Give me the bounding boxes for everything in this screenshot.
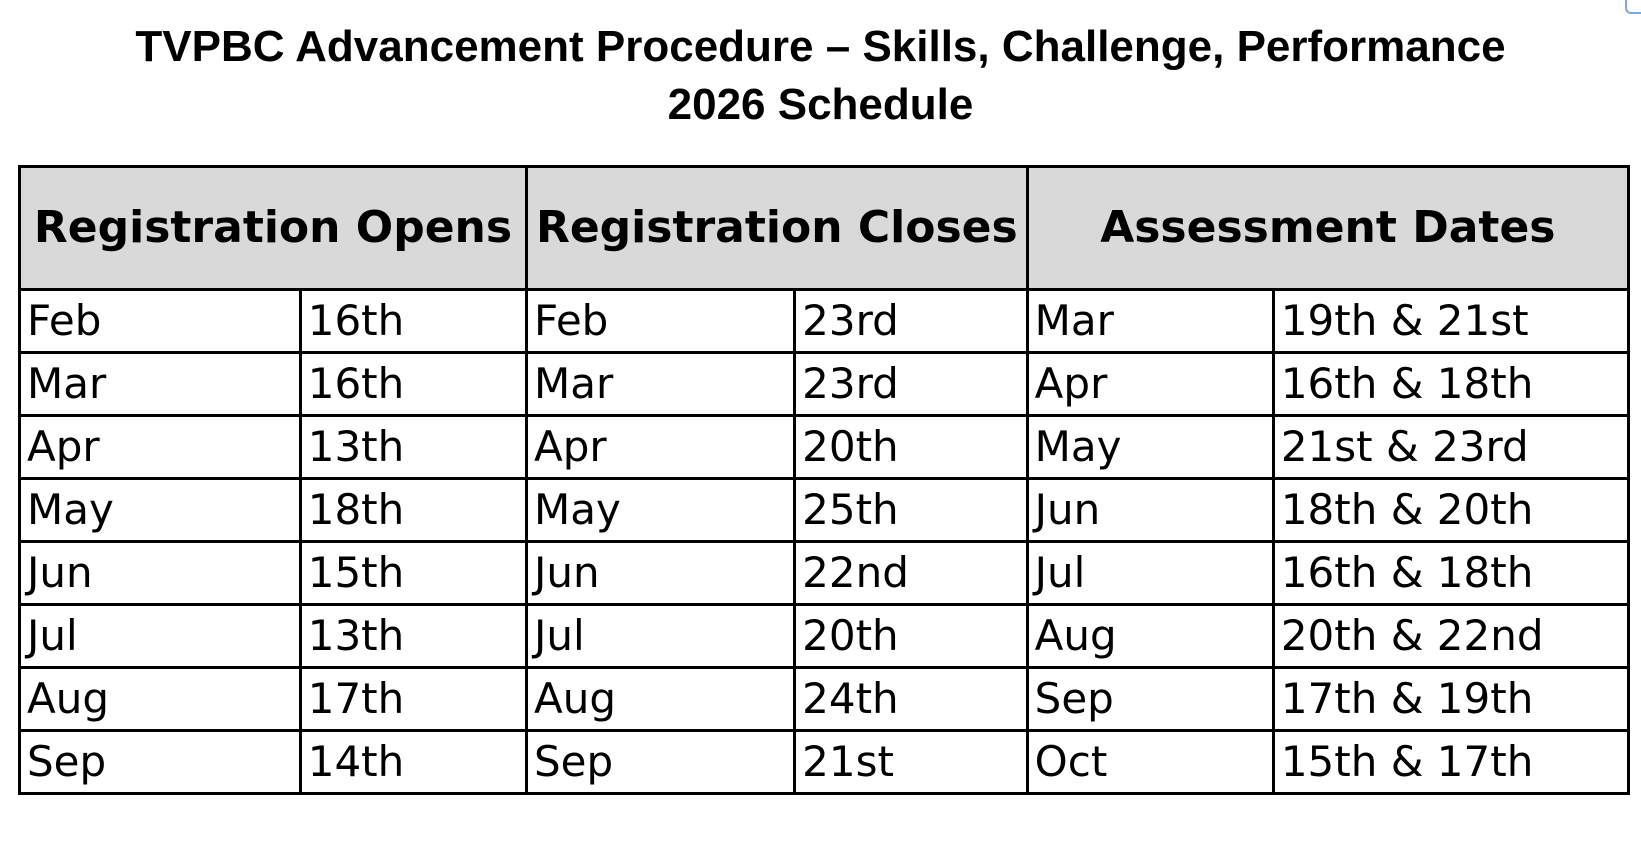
assessment-month-cell: Mar: [1027, 290, 1273, 353]
assessment-month-cell: Aug: [1027, 605, 1273, 668]
table-row: [20, 290, 1629, 353]
close-day-cell: 21st: [795, 731, 1028, 794]
open-day-cell: 18th: [300, 479, 526, 542]
close-month-cell: Jun: [526, 542, 794, 605]
table-row: [20, 731, 1629, 794]
close-month-cell: Apr: [526, 416, 794, 479]
assessment-month-cell: May: [1027, 416, 1273, 479]
open-day-cell: 16th: [300, 353, 526, 416]
assessment-days-cell: 16th & 18th: [1273, 353, 1628, 416]
assessment-month-cell: Jun: [1027, 479, 1273, 542]
table-row: [20, 353, 1629, 416]
open-month-cell: Jun: [20, 542, 301, 605]
open-month-cell: Aug: [20, 668, 301, 731]
open-day-cell: 16th: [300, 290, 526, 353]
close-month-cell: Sep: [526, 731, 794, 794]
open-day-cell: 15th: [300, 542, 526, 605]
close-day-cell: 25th: [795, 479, 1028, 542]
header-row: [20, 167, 1629, 290]
page-title: TVPBC Advancement Procedure – Skills, Challenge, Performance: [135, 22, 1506, 71]
close-day-cell: 20th: [795, 416, 1028, 479]
close-day-cell: 23rd: [795, 290, 1028, 353]
schedule-table: [18, 165, 1630, 795]
assessment-days-cell: 18th & 20th: [1273, 479, 1628, 542]
open-month-cell: May: [20, 479, 301, 542]
open-month-cell: Feb: [20, 290, 301, 353]
document-header: [0, 18, 1641, 134]
assessment-days-cell: 19th & 21st: [1273, 290, 1628, 353]
assessment-days-cell: 15th & 17th: [1273, 731, 1628, 794]
page-subtitle: 2026 Schedule: [667, 80, 974, 129]
assessment-days-cell: 21st & 23rd: [1273, 416, 1628, 479]
assessment-days-cell: 20th & 22nd: [1273, 605, 1628, 668]
table-row: [20, 668, 1629, 731]
assessment-month-cell: Oct: [1027, 731, 1273, 794]
close-day-cell: 24th: [795, 668, 1028, 731]
open-month-cell: Sep: [20, 731, 301, 794]
header-registration-opens: Registration Opens: [20, 167, 527, 290]
close-day-cell: 20th: [795, 605, 1028, 668]
open-day-cell: 14th: [300, 731, 526, 794]
close-month-cell: Jul: [526, 605, 794, 668]
open-month-cell: Mar: [20, 353, 301, 416]
app-badge-icon: [1625, 0, 1641, 14]
assessment-days-cell: 17th & 19th: [1273, 668, 1628, 731]
open-day-cell: 13th: [300, 605, 526, 668]
open-month-cell: Jul: [20, 605, 301, 668]
open-day-cell: 17th: [300, 668, 526, 731]
open-month-cell: Apr: [20, 416, 301, 479]
close-month-cell: Feb: [526, 290, 794, 353]
header-registration-closes: Registration Closes: [526, 167, 1027, 290]
close-month-cell: Mar: [526, 353, 794, 416]
assessment-days-cell: 16th & 18th: [1273, 542, 1628, 605]
assessment-month-cell: Sep: [1027, 668, 1273, 731]
table-row: [20, 479, 1629, 542]
open-day-cell: 13th: [300, 416, 526, 479]
table-row: [20, 416, 1629, 479]
close-month-cell: May: [526, 479, 794, 542]
schedule-body: [20, 290, 1629, 794]
close-day-cell: 23rd: [795, 353, 1028, 416]
assessment-month-cell: Apr: [1027, 353, 1273, 416]
close-day-cell: 22nd: [795, 542, 1028, 605]
close-month-cell: Aug: [526, 668, 794, 731]
header-assessment-dates: Assessment Dates: [1027, 167, 1628, 290]
table-row: [20, 605, 1629, 668]
table-row: [20, 542, 1629, 605]
assessment-month-cell: Jul: [1027, 542, 1273, 605]
